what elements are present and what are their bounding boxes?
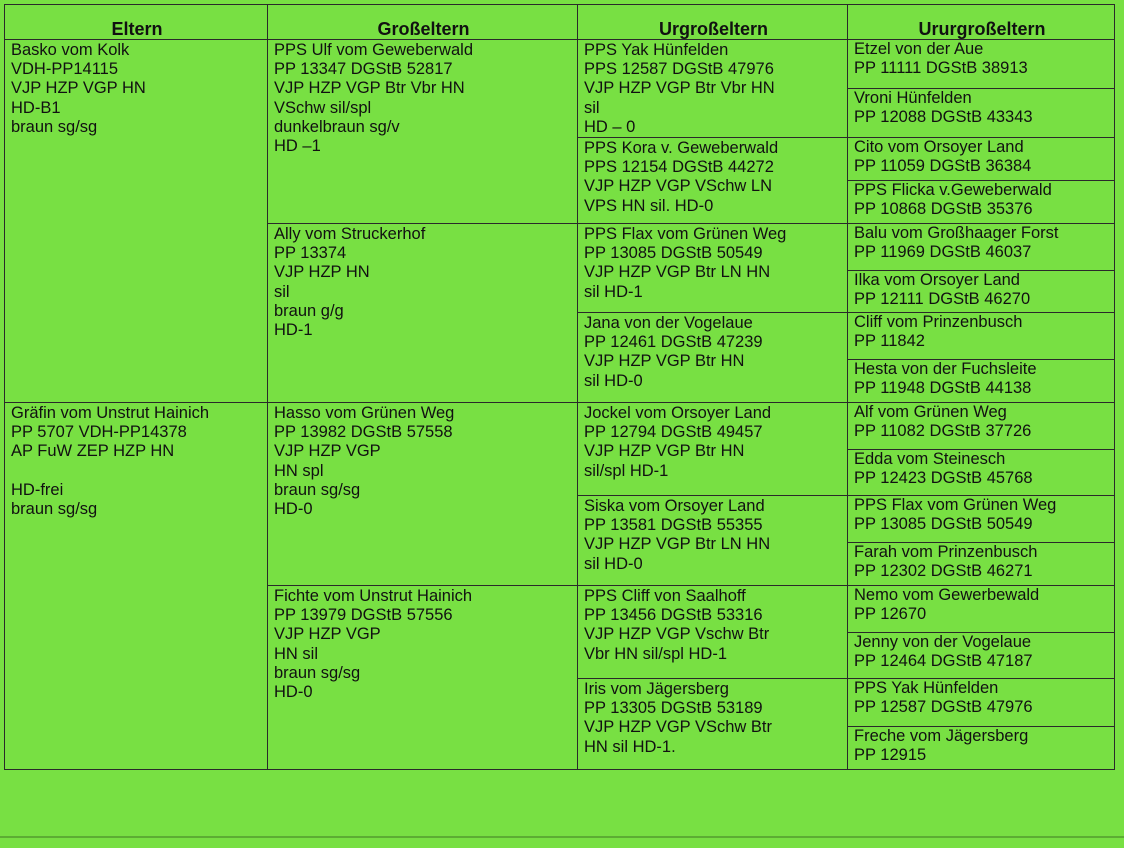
ururgrosseltern-cell — [848, 313, 1115, 360]
grosseltern-cell-line: braun g/g — [274, 301, 344, 320]
grosseltern-cell-line: VJP HZP VGP — [274, 442, 381, 461]
ururgrosseltern-cell-line: PP 12423 DGStB 45768 — [854, 469, 1033, 488]
eltern-cell — [5, 403, 268, 770]
urgrosseltern-cell-line: sil HD-0 — [584, 371, 643, 390]
urgrosseltern-cell-line: PP 12794 DGStB 49457 — [584, 423, 763, 442]
urgrosseltern-cell-line: Iris vom Jägersberg — [584, 680, 729, 699]
ururgrosseltern-cell-line: PP 11969 DGStB 46037 — [854, 243, 1032, 262]
urgrosseltern-cell-line: VJP HZP VGP Btr Vbr HN — [584, 79, 775, 98]
urgrosseltern-cell-line: Jockel vom Orsoyer Land — [584, 404, 772, 423]
urgrosseltern-cell — [578, 496, 848, 586]
ururgrosseltern-cell-line: Vroni Hünfelden — [854, 89, 972, 107]
pedigree-table — [4, 4, 1115, 770]
eltern-cell-line: HD-frei — [11, 480, 64, 499]
header-eltern: Eltern — [5, 5, 268, 40]
urgrosseltern-cell-line: PPS Flax vom Grünen Weg — [584, 225, 787, 244]
ururgrosseltern-cell-line: PP 12088 DGStB 43343 — [854, 108, 1033, 127]
ururgrosseltern-cell-line: Etzel von der Aue — [854, 40, 984, 58]
ururgrosseltern-cell-line: Cliff vom Prinzenbusch — [854, 313, 1023, 332]
eltern-cell-line: VDH-PP14115 — [11, 60, 119, 79]
ururgrosseltern-cell-line: Jenny von der Vogelaue — [854, 633, 1032, 652]
urgrosseltern-cell-line: VPS HN sil. HD-0 — [584, 196, 714, 215]
urgrosseltern-cell-line: sil HD-0 — [584, 554, 643, 573]
grosseltern-cell-line: PP 13374 — [274, 244, 347, 263]
grosseltern-cell-line: VJP HZP VGP Btr Vbr HN — [274, 79, 465, 98]
ururgrosseltern-cell-line: Hesta von der Fuchsleite — [854, 360, 1037, 379]
ururgrosseltern-cell — [848, 679, 1115, 727]
ururgrosseltern-cell-line: PP 12464 DGStB 47187 — [854, 652, 1033, 671]
urgrosseltern-cell-line: PPS 12587 DGStB 47976 — [584, 60, 774, 79]
ururgrosseltern-cell-line: PP 12302 DGStB 46271 — [854, 562, 1033, 581]
ururgrosseltern-cell-line: Farah vom Prinzenbusch — [854, 543, 1038, 562]
urgrosseltern-cell — [578, 403, 848, 496]
ururgrosseltern-cell-line: Freche vom Jägersberg — [854, 727, 1029, 746]
grosseltern-cell-line: Fichte vom Unstrut Hainich — [274, 587, 473, 606]
eltern-cell-line: braun sg/sg — [11, 499, 98, 518]
urgrosseltern-cell — [578, 138, 848, 224]
eltern-cell-line: Basko vom Kolk — [11, 41, 130, 59]
urgrosseltern-cell-line: VJP HZP VGP Btr HN — [584, 352, 745, 371]
header-row — [5, 5, 1115, 40]
urgrosseltern-cell-line: sil HD-1 — [584, 282, 643, 301]
ururgrosseltern-cell-line: PP 12915 — [854, 746, 927, 765]
urgrosseltern-cell-line: VJP HZP VGP Btr LN HN — [584, 263, 771, 282]
urgrosseltern-cell — [578, 40, 848, 138]
grosseltern-cell-line: VSchw sil/spl — [274, 98, 372, 117]
grosseltern-cell-line: sil — [274, 282, 290, 301]
urgrosseltern-cell — [578, 586, 848, 679]
ururgrosseltern-cell — [848, 633, 1115, 679]
urgrosseltern-cell-line: sil/spl HD-1 — [584, 461, 669, 480]
pedigree-row — [5, 40, 1115, 89]
urgrosseltern-cell-line: VJP HZP VGP Btr LN HN — [584, 535, 771, 554]
grosseltern-cell-line: Hasso vom Grünen Weg — [274, 404, 455, 423]
grosseltern-cell-line: dunkelbraun sg/v — [274, 117, 400, 136]
urgrosseltern-cell-line: VJP HZP VGP Btr HN — [584, 442, 745, 461]
pedigree-body — [5, 40, 1115, 770]
ururgrosseltern-cell-line: PP 11059 DGStB 36384 — [854, 157, 1032, 176]
ururgrosseltern-cell-line: PPS Yak Hünfelden — [854, 679, 999, 698]
eltern-cell-line: Gräfin vom Unstrut Hainich — [11, 404, 210, 423]
urgrosseltern-cell-line: VJP HZP VGP Vschw Btr — [584, 625, 770, 644]
grosseltern-cell — [268, 40, 578, 224]
urgrosseltern-cell-line: PP 13581 DGStB 55355 — [584, 516, 763, 535]
grosseltern-cell-line: PP 13982 DGStB 57558 — [274, 423, 453, 442]
ururgrosseltern-cell — [848, 40, 1115, 89]
ururgrosseltern-cell — [848, 543, 1115, 586]
eltern-cell-line: VJP HZP VGP HN — [11, 79, 146, 98]
ururgrosseltern-cell-line: PP 10868 DGStB 35376 — [854, 200, 1033, 219]
grosseltern-cell-line: VJP HZP HN — [274, 263, 370, 282]
ururgrosseltern-cell-line: PP 12587 DGStB 47976 — [854, 698, 1033, 717]
grosseltern-cell-line: HN spl — [274, 461, 324, 480]
urgrosseltern-cell-line: HD – 0 — [584, 117, 636, 136]
ururgrosseltern-cell-line: PP 11948 DGStB 44138 — [854, 379, 1032, 398]
ururgrosseltern-cell-line: PP 13085 DGStB 50549 — [854, 515, 1033, 534]
eltern-cell-line: HD-B1 — [11, 98, 61, 117]
grosseltern-cell-line: HD-0 — [274, 683, 313, 702]
ururgrosseltern-cell-line: PP 11842 — [854, 332, 925, 351]
grosseltern-cell — [268, 403, 578, 586]
grosseltern-cell — [268, 586, 578, 770]
grosseltern-cell-line: HD-0 — [274, 500, 313, 519]
urgrosseltern-cell-line: VJP HZP VGP VSchw LN — [584, 177, 772, 196]
urgrosseltern-cell-line: PPS 12154 DGStB 44272 — [584, 158, 774, 177]
ururgrosseltern-cell — [848, 496, 1115, 543]
ururgrosseltern-cell — [848, 450, 1115, 496]
urgrosseltern-cell-line: VJP HZP VGP VSchw Btr — [584, 718, 772, 737]
grosseltern-cell-line: PP 13979 DGStB 57556 — [274, 606, 453, 625]
ururgrosseltern-cell-line: PPS Flax vom Grünen Weg — [854, 496, 1057, 515]
urgrosseltern-cell-line: Jana von der Vogelaue — [584, 314, 753, 333]
eltern-cell-line: PP 5707 VDH-PP14378 — [11, 423, 187, 442]
grosseltern-cell-line: PPS Ulf vom Geweberwald — [274, 41, 473, 59]
urgrosseltern-cell-line: PPS Kora v. Geweberwald — [584, 139, 779, 158]
ururgrosseltern-cell-line: Balu vom Großhaager Forst — [854, 224, 1059, 243]
urgrosseltern-cell — [578, 224, 848, 313]
ururgrosseltern-cell-line: Ilka vom Orsoyer Land — [854, 271, 1020, 290]
ururgrosseltern-cell-line: PP 11082 DGStB 37726 — [854, 422, 1032, 441]
urgrosseltern-cell-line: PP 12461 DGStB 47239 — [584, 333, 763, 352]
grosseltern-cell-line: PP 13347 DGStB 52817 — [274, 60, 453, 79]
grosseltern-cell — [268, 224, 578, 403]
ururgrosseltern-cell-line: Nemo vom Gewerbewald — [854, 586, 1040, 605]
urgrosseltern-cell — [578, 313, 848, 403]
grosseltern-cell-line: HD –1 — [274, 137, 321, 156]
ururgrosseltern-cell — [848, 224, 1115, 271]
grosseltern-cell-line: HD-1 — [274, 321, 313, 340]
ururgrosseltern-cell — [848, 181, 1115, 224]
pedigree-row — [5, 403, 1115, 450]
ururgrosseltern-cell — [848, 271, 1115, 313]
header-urgrosseltern: Urgroßeltern — [578, 5, 848, 40]
urgrosseltern-cell-line: Vbr HN sil/spl HD-1 — [584, 644, 728, 663]
urgrosseltern-cell-line: HN sil HD-1. — [584, 737, 676, 756]
ururgrosseltern-cell-line: Alf vom Grünen Weg — [854, 403, 1007, 422]
urgrosseltern-cell-line: sil — [584, 98, 600, 117]
urgrosseltern-cell-line: PP 13085 DGStB 50549 — [584, 244, 763, 263]
ururgrosseltern-cell — [848, 89, 1115, 138]
ururgrosseltern-cell-line: PP 11111 DGStB 38913 — [854, 59, 1028, 78]
paper-fold-line — [0, 836, 1124, 838]
urgrosseltern-cell-line: PP 13456 DGStB 53316 — [584, 606, 763, 625]
urgrosseltern-cell-line: PPS Yak Hünfelden — [584, 41, 729, 59]
grosseltern-cell-line: Ally vom Struckerhof — [274, 225, 426, 244]
ururgrosseltern-cell — [848, 586, 1115, 633]
grosseltern-cell-line: HN sil — [274, 644, 318, 663]
ururgrosseltern-cell-line: Cito vom Orsoyer Land — [854, 138, 1024, 157]
eltern-cell — [5, 40, 268, 403]
grosseltern-cell-line: braun sg/sg — [274, 663, 361, 682]
header-ururgrosseltern: Ururgroßeltern — [848, 5, 1115, 40]
eltern-cell-line: AP FuW ZEP HZP HN — [11, 442, 175, 461]
eltern-cell-line: braun sg/sg — [11, 117, 98, 136]
urgrosseltern-cell — [578, 679, 848, 770]
ururgrosseltern-cell-line: PP 12111 DGStB 46270 — [854, 290, 1031, 309]
ururgrosseltern-cell-line: PP 12670 — [854, 605, 927, 624]
grosseltern-cell-line: braun sg/sg — [274, 480, 361, 499]
urgrosseltern-cell-line: PP 13305 DGStB 53189 — [584, 699, 763, 718]
urgrosseltern-cell-line: PPS Cliff von Saalhoff — [584, 587, 746, 606]
ururgrosseltern-cell — [848, 138, 1115, 181]
ururgrosseltern-cell — [848, 360, 1115, 403]
urgrosseltern-cell-line: Siska vom Orsoyer Land — [584, 497, 765, 516]
grosseltern-cell-line: VJP HZP VGP — [274, 625, 381, 644]
header-grosseltern: Großeltern — [268, 5, 578, 40]
eltern-cell-line — [11, 462, 263, 481]
ururgrosseltern-cell-line: PPS Flicka v.Geweberwald — [854, 181, 1052, 200]
ururgrosseltern-cell — [848, 727, 1115, 770]
ururgrosseltern-cell-line: Edda vom Steinesch — [854, 450, 1006, 469]
ururgrosseltern-cell — [848, 403, 1115, 450]
